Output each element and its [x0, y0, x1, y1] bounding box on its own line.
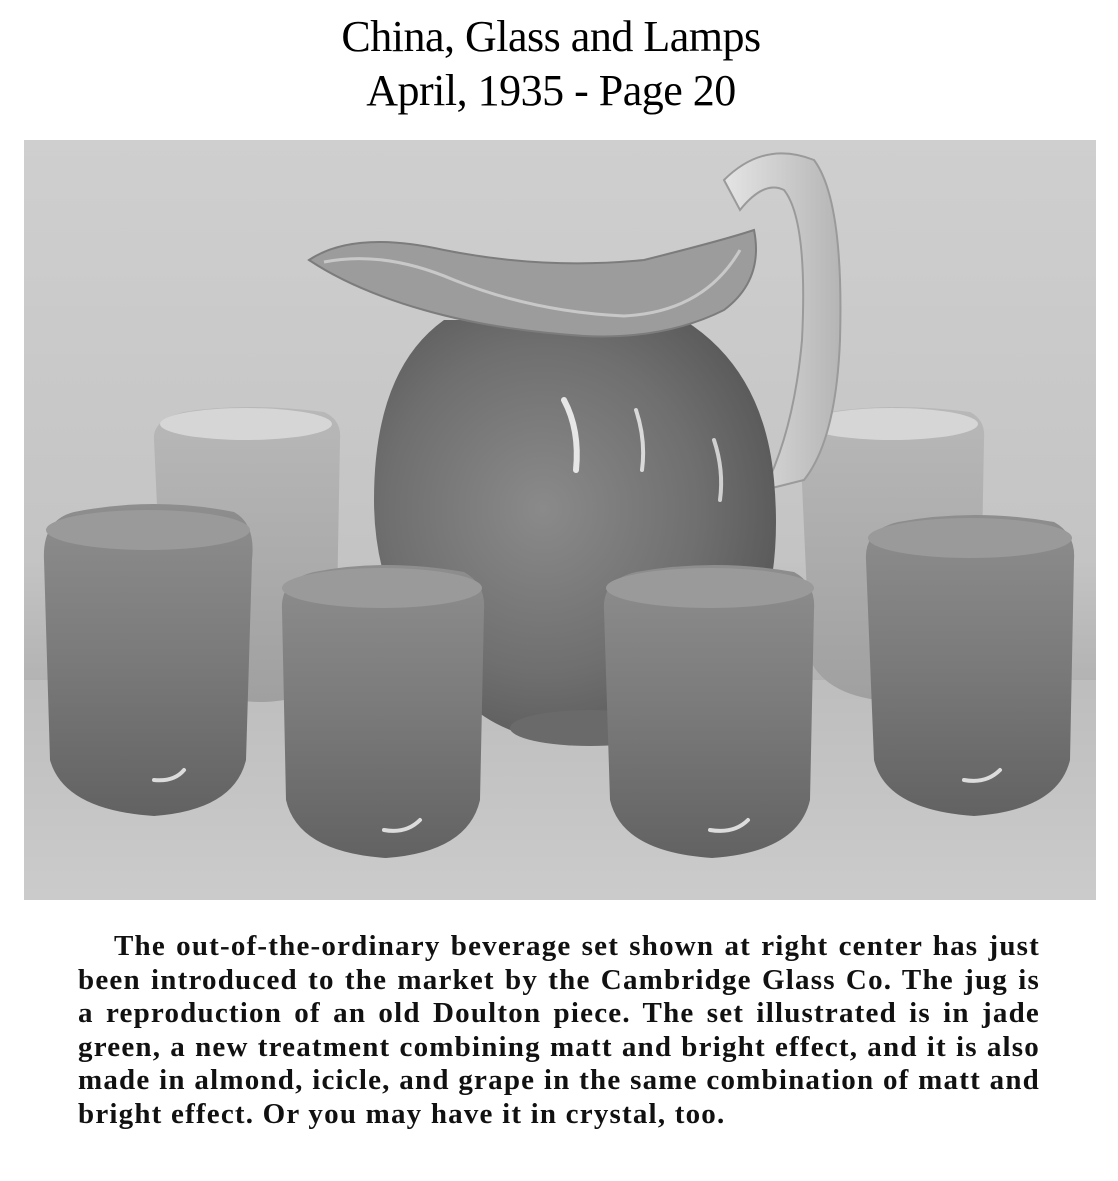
tumbler-front-center-left [282, 565, 484, 858]
tumbler-front-far-left [44, 504, 253, 816]
article-caption: The out-of-the-ordinary beverage set shown at right center has just been introduced to the market by the Cambridge Glass Co. The jug is a reproduction of an old Doulton piece. The set illustrated is in jade green, a new treatment combining matt and bright effect, and it is also made in almond, icicle, and grape in the same combination of matt and bright effect. Or you may have it in crystal, too. [78, 930, 1040, 1130]
page-header [0, 10, 1102, 118]
tumbler-front-far-right [866, 515, 1074, 816]
tumbler-front-center-right [604, 565, 814, 858]
beverage-set-photo [24, 140, 1096, 900]
issue-date-page: April, 1935 - Page 20 [366, 66, 736, 115]
publication-title: China, Glass and Lamps [341, 12, 761, 61]
